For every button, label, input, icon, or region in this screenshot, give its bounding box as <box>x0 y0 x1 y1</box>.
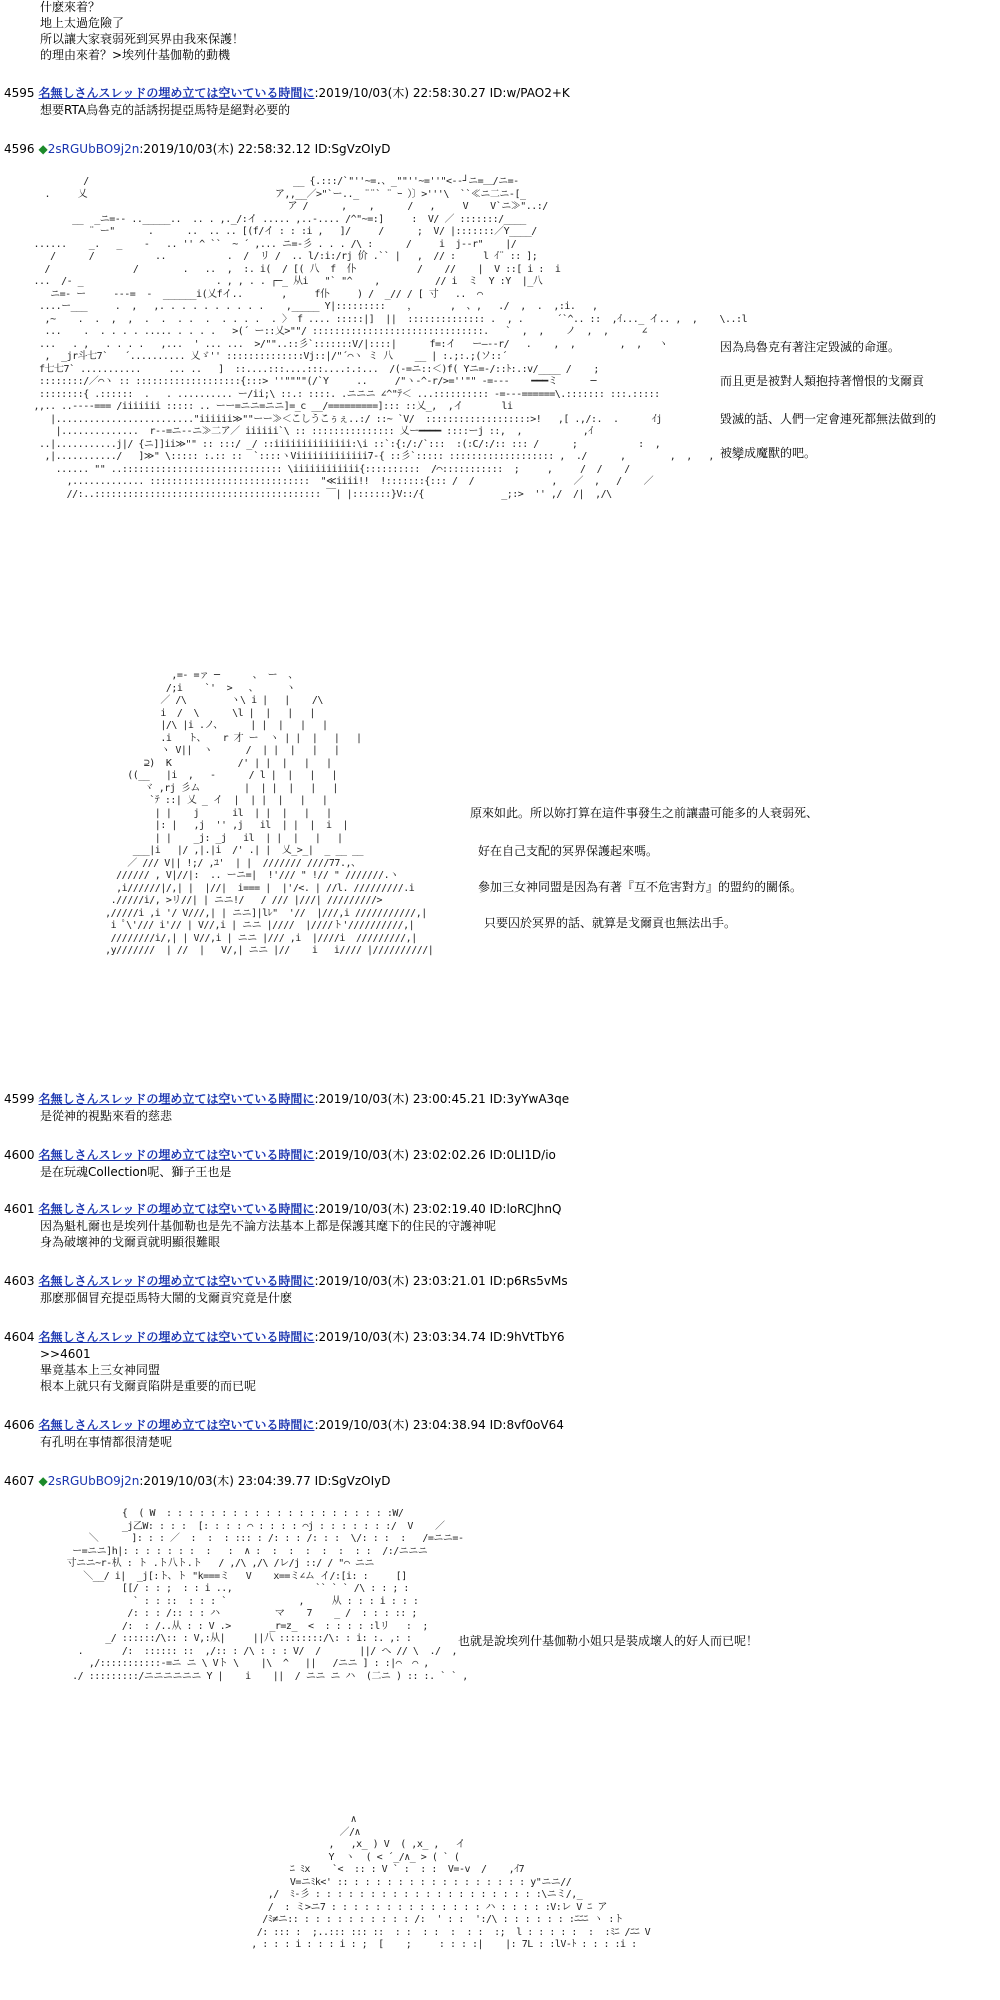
post-header-4599 <box>4 1092 569 1107</box>
post-body-4606: 有孔明在事情都很清楚呢 <box>40 1435 173 1449</box>
top-line-1: 什麽來着？ <box>40 0 101 14</box>
post-meta: :2019/10/03(木) 23:04:39.77 ID:SgVzOIyD <box>139 1474 391 1488</box>
post-body-4601-line-1: 因為魁札爾也是埃列什基伽勒也是先不論方法基本上都是保護其麾下的住民的守護神呢 <box>40 1219 497 1233</box>
post-meta: :2019/10/03(木) 22:58:32.12 ID:SgVzOIyD <box>139 142 391 156</box>
ascii-art-smiling-character: { ( W : : : : : : : : : : : : : : : : : : : : :W/ _j乙W: : : : [: : : : ⌒ : : : : ⌒j : : : : : : :/ V ／ ＼ ]: : : ／ : : : ::: : /: : : /: : : \/: : : : /=ニニ=- ー=ニニ]h|: : : : : : : : : ∧ : : : : : : : : /:/ニニニ 寸ニニ~r-朲 : ト .ト八ト.ト / ,/\ ,/\ /レ/j ::/ / "⌒ ニニ ＼__/ i| _j[:ト、ト "k===ミ V x==ミ∠ム イ/:[i: : [] [[/ : : ; : : i .., `` ` ` /\ : : ; : ` : : :: : : : ` , 从 : : : i : : : /: : : /:: : : ハ マ 7 _ / : : : :: ; /: : /..从 : : V .> _r=z_ < : : : : :lリ : ; _/ ::::::/\:: : V,:从| ||八 ::::::::/\: : i: :. ,: : . /: :::::: :: ,/:: : /\ : : : V/ / ||/ へ // \ ./ , ,/:::::::::::-=ニ ニ \ Vト \ |\ ^ || /ニニ ] : :|⌒ ⌒ , ./ :::::::::/ニニニニニニ Y | i || / ニニ ニ ハ (二ニ ) :: :. ` ` , <box>66 1508 468 1682</box>
narration-1-line-1: 因為烏魯克有著注定毀滅的命運。 <box>720 340 901 354</box>
post-header-4606 <box>4 1418 564 1433</box>
post-header-4604 <box>4 1330 565 1345</box>
narration-1-line-2: 而且更是被對人類抱持著憎恨的戈爾貢 <box>720 374 925 388</box>
post-number: 4603 <box>4 1274 35 1288</box>
top-line-3: 所以讓大家衰弱死到冥界由我來保護！ <box>40 32 245 46</box>
post-body-4603: 那麽那個冒充提亞馬特大鬧的戈爾貢究竟是什麽 <box>40 1291 293 1305</box>
diamond-icon: ◆ <box>38 142 48 156</box>
tripcode-name[interactable] <box>39 1474 140 1488</box>
narration-1-line-4: 被變成魔獸的吧。 <box>720 446 817 460</box>
post-number: 4600 <box>4 1148 35 1162</box>
top-line-4: 的理由來着？>埃列什基伽勒的動機 <box>40 48 231 62</box>
poster-name-link[interactable]: 名無しさんスレッドの埋め立ては空いている時間に <box>38 1418 315 1432</box>
post-meta: :2019/10/03(木) 23:02:02.26 ID:0LI1D/io <box>314 1148 556 1162</box>
post-body-4599: 是從神的視點來看的慈悲 <box>40 1109 173 1123</box>
narration-3-line-1: 也就是說埃列什基伽勒小姐只是裝成壞人的好人而已呢！ <box>458 1634 759 1648</box>
post-number: 4595 <box>4 86 35 100</box>
post-body-4595: 想要RTA烏魯克的話誘拐提亞馬特是絕對必要的 <box>40 103 291 117</box>
post-header-4600 <box>4 1148 556 1163</box>
poster-name-link[interactable]: 名無しさんスレッドの埋め立ては空いている時間に <box>38 1148 315 1162</box>
narration-2-line-3: 參加三女神同盟是因為有著『互不危害對方』的盟約的關係。 <box>478 880 803 894</box>
tripcode-name[interactable] <box>39 142 140 156</box>
tripcode-text: 2sRGUbBO9j2n <box>47 1474 140 1488</box>
post-body-4600: 是在玩魂Collection呢、獅子王也是 <box>40 1165 232 1179</box>
post-header-4601 <box>4 1202 561 1217</box>
post-number: 4606 <box>4 1418 35 1432</box>
post-number: 4599 <box>4 1092 35 1106</box>
poster-name-link[interactable]: 名無しさんスレッドの埋め立ては空いている時間に <box>38 1092 315 1106</box>
poster-name-link[interactable]: 名無しさんスレッドの埋め立ては空いている時間に <box>38 1202 315 1216</box>
post-meta: :2019/10/03(木) 23:02:19.40 ID:loRCJhnQ <box>314 1202 562 1216</box>
post-meta: :2019/10/03(木) 22:58:30.27 ID:w/PAO2+K <box>314 86 570 100</box>
post-header-4595 <box>4 86 570 101</box>
post-meta: :2019/10/03(木) 23:03:21.01 ID:p6Rs5vMs <box>314 1274 568 1288</box>
top-line-2: 地上太過危險了 <box>40 16 125 30</box>
post-body-4604-line-3: 根本上就只有戈爾貢陷阱是重要的而已呢 <box>40 1379 257 1393</box>
narration-1-line-3: 毀滅的話、人們一定會連死都無法做到的 <box>720 412 937 426</box>
post-number: 4601 <box>4 1202 35 1216</box>
post-number: 4607 <box>4 1474 35 1488</box>
poster-name-link[interactable]: 名無しさんスレッドの埋め立ては空いている時間に <box>38 1274 315 1288</box>
tripcode-text: 2sRGUbBO9j2n <box>47 142 140 156</box>
post-header-4596 <box>4 142 390 157</box>
post-meta: :2019/10/03(木) 23:04:38.94 ID:8vf0oV64 <box>314 1418 564 1432</box>
post-header-4607 <box>4 1474 390 1489</box>
ascii-art-character: ,=- =ァ ─ 、 ー 、 /;i `' > 、 ヽ ／ /\ ヽ\ i | | /\ i / \ \l | | | | |/\ |i .ノ、 | | | | | .i ト、 r 才 ー ヽ | | | | | ヽ V|| ヽ / | | | | | ⊇) K /' | | | | | ((__ |i , - / l | | | | ヾ ,rj 彡ム | | | | | | `ﾃ ::| 乂 _ イ | | | | | | | | j il | | | | | |: | ,j '' ,j il | | | i | | | _j: _j il | | | | | ___|i |/ ,|.|i /' .| | 乂_>_| _ __ __ ／ /// V|| !;/ ,ﾕ' | | /////// ////77.,、 ////// , V|//|: .. ーニ=| !'/// " !// " ///////.ヽ ,i//////|/,| | |//| i=== | |'/<. | //l. /////////.i ./////i/, >リ//| | ニニ!/ / /// |///| /////////> ,/////i ,i '/ V///,| | ニニ]|lﾚ" '// |///,i ///////////,| i ﾟ\'/// i'// | V//,i | ニニ |//// |////ト'//////////,| ////////i/,| | V//,i | ニニ |/// ,i |////i /////////,| ,y/////// | // | V/,| ニニ |// i i//// |//////////| <box>105 670 434 956</box>
narration-2-line-4: 只要囚於冥界的話、就算是戈爾貢也無法出手。 <box>484 916 737 930</box>
poster-name-link[interactable]: 名無しさんスレッドの埋め立ては空いている時間に <box>38 86 315 100</box>
narration-2-line-1: 原來如此。所以妳打算在這件事發生之前讓盡可能多的人衰弱死、 <box>470 806 819 820</box>
post-number: 4604 <box>4 1330 35 1344</box>
post-number: 4596 <box>4 142 35 156</box>
post-header-4603 <box>4 1274 568 1289</box>
diamond-icon: ◆ <box>38 1474 48 1488</box>
post-body-4604-line-2: 畢竟基本上三女神同盟 <box>40 1363 161 1377</box>
post-body-4601-line-2: 身為破壞神的戈爾貢就明顯很難眼 <box>40 1235 221 1249</box>
post-meta: :2019/10/03(木) 23:03:34.74 ID:9hVtTbY6 <box>314 1330 565 1344</box>
post-meta: :2019/10/03(木) 23:00:45.21 ID:3yYwA3qe <box>314 1092 570 1106</box>
poster-name-link[interactable]: 名無しさんスレッドの埋め立ては空いている時間に <box>38 1330 315 1344</box>
post-body-4604-anchor[interactable]: >>4601 <box>40 1347 91 1361</box>
ascii-art-flame: ∧ ／/∧ , ,x_ ) V ( ,x_ , イ Y ヽ ( < ´_/∧_ > ( ` ( ﾆ ﾐx `< :: : V ` : : : V=-v / ,ｲ7 V=ニﾐk<' :: : : : : : : : : : : : : : : : : y"ニニ// ,/ ﾐ-彡 : : : : : : : : : : : : : : : : : : : : :\ニミ/,_ / : ミ>ニ7 : : : : : : : : : : : : : : ハ : : : : :V:レ V ﾆ ア /ﾐ≠ニ:: : : : : : : : : : : /: ' : : ':/\ : : : : : : :ﾆﾆﾆ ヽ :ト /: ::: : ;..::: ::: :: : : : : : : : :; l : : : : : : :ﾐﾆ /ﾆﾆ V , : : : i : : : i : ; [ ; : : : :| |: 7L : :lV-ﾄ : : : :i : <box>251 1814 651 1950</box>
narration-2-line-2: 好在自己支配的冥界保護起來嗎。 <box>478 844 659 858</box>
ascii-art-ruins: / __ {.:::/`"''~=.、_""''~=''"<-‐┘ニ=＿/ニ=- . 乂 ア,,__／>"`ー.._ ¨¨` ¨ ｰ ）〕>'''\ ``≪ニ二ニ-[_ ア / , , / , V V`ニ≫"..:/ __ _ニ=-‐ .._____.. .. . ,._/:イ ..... ,..-.... /^"~=:] : V/ ／ :::::::/____ ¨ ー" . .. .. .. [(f/イ : : :i , ]/ / ; V/ |:::::::／Y____/ ...... _. _ - .. '' ^ `` ~ ´ ,... ニ=-彡 . . . /\ : / i j--r" |/ / / .. . / リ / .. l/:i:/rj 价 .`` | , // : l ｲ¨ :: ]; / / . .. , :. i( / [( 八 f 仆 / // | V ::[ i : i ... /- _ . , , . . ┌─_ 从i "` "^ , // i ミ Y :Y |_八 ニ=- ー ---= ‐ ______i(乂fイ.. , f仆 ) / _// / [ 寸 .. ⌒ ....ー___ . , ,. . . . . . . . . . ,_____ Y|::::::::: ， , 、, ./ , . ,:i. , ,~ . . , , . . . . . . . . . . 〉 f .... :::::|] || :::::::::::::: . , . ´`^.. :: ,ｲ..._ イ.. , , \..:l ... . . . . . ..... . . . . >(´ ー::乂>""/ :::::::::::::::::::::::::::::::. ` , , ノ , , ∠ ... . , . . . . ,... ' ... ... >/""..::彡`:::::::V/|::::| f=:イ ー―--r/ . , , , , ヽ , _jr斗七7` ´.......... 乂ゞ'' ::::::::::::::Vj::|/"´⌒ヽ ミ 八 __ | :.;:.;(ソ::´ f七七7` ........... ... .. ] ::....:::....:::....:.:... /(-=ニ::＜)f( Yニ=-/::ﾄ:.:v/____ / ; ::::::::/／⌒ヽ :: :::::::::::::::::::{:::> ''""""(/`Y .. /"ヽ-^-r/>=''"" -=--- ━━━ミ ─ ::::::::{ .:::::: . . .......... ー/ii;\ ::.: ::::. .ニニニ ∠^"ﾃ＜ ...:::::::::: -=---======\.::::::: :::.::::: ,,.. ..----=== /iiiiiii ::::: .. ーー=ニニ=ニニ]=_c __/=========]::: ::乂_, ,イ li |........................."iiiiii≫""ーー≫＜こしうこぅぇ..:/ ::~ `V/ :::::::::::::::::::>! ,[ .,/:. . ｲj |.............. r--=ニ--ニ≫二ア／ iiiiii`\ :: ::::::::::::::: 乂ー━━━━ ::::ーj ::, , ,ｲ ..|...........j|/ {ニ]]ii≫"" :: :::/ _/ ::iiiiiiiiiiiiii:\i ::`:{:/:/`::: :(:C/:/:: ::: / ; : , ,|.........../ ]≫" \::::: :.:: :: `::::ヽViiiiiiiiiiiii7-{ ::彡`::::: ::::::::::::::::::: , ./ , , , , , ...... "" ..::::::::::::::::::::::::::::: \iiiiiiiiiiii{:::::::::: /⌒::::::::::: ; , / / / ,............. ::::::::::::::::::::::::::::: "≪iiii!! !:::::::{::: / / , ／ , / ／ //:..::::::::::::::::::::::::::::::::::::::::: ￣| |:::::::}V::/{ _;:> '' ,/ /| ,/\ <box>33 176 748 500</box>
